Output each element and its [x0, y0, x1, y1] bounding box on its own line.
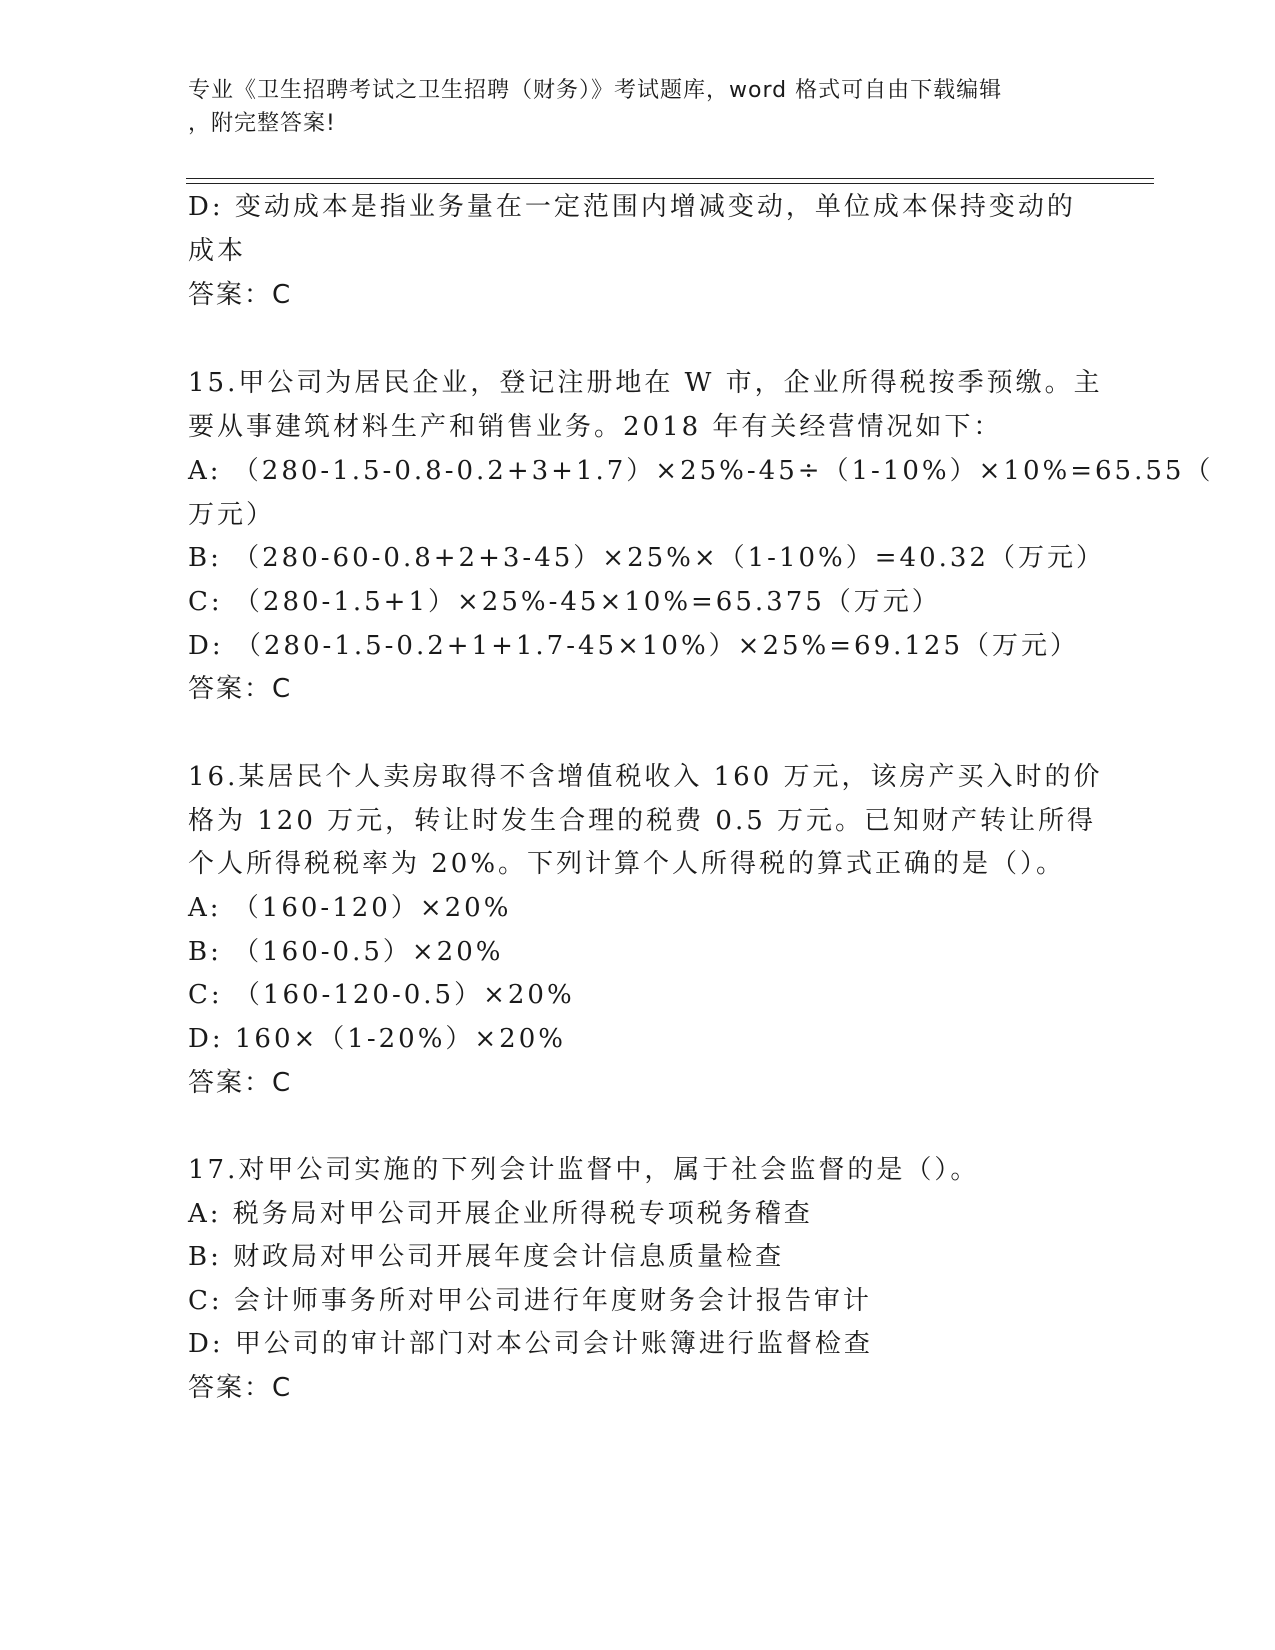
q17-answer: 答案：C: [188, 1373, 293, 1403]
q15-option-b: B: （280-60-0.8+2+3-45）×25%×（1-10%）=40.32（万元）: [188, 543, 1105, 573]
document-header: [188, 74, 1088, 140]
q15-option-d: D: （280-1.5-0.2+1+1.7-45×10%）×25%=69.125（万元）: [188, 631, 1080, 661]
q16-stem-line-1: 16.某居民个人卖房取得不含增值税收入 160 万元，该房产买入时的价: [188, 762, 1103, 792]
q17-option-a: A: 税务局对甲公司开展企业所得税专项税务稽查: [188, 1199, 813, 1229]
q15-answer: 答案：C: [188, 674, 293, 704]
q16-option-d: D: 160×（1-20%）×20%: [188, 1024, 566, 1054]
q17-stem-line-1: 17.对甲公司实施的下列会计监督中，属于社会监督的是（）。: [188, 1155, 980, 1185]
q16-stem-line-3: 个人所得税税率为 20%。下列计算个人所得税的算式正确的是（）。: [188, 849, 1066, 879]
q15-option-a-line-2: 万元）: [188, 500, 276, 530]
header-divider-top: [186, 178, 1154, 179]
q16-option-b: B: （160-0.5）×20%: [188, 937, 504, 967]
header-line-2: ，附完整答案!: [188, 111, 336, 136]
q16-stem-line-2: 格为 120 万元，转让时发生合理的税费 0.5 万元。已知财产转让所得: [188, 806, 1097, 836]
q15-option-a-line-1: A: （280-1.5-0.8-0.2+3+1.7）×25%-45÷（1-10%）×10%=65.55（: [188, 456, 1214, 486]
q17-option-c: C: 会计师事务所对甲公司进行年度财务会计报告审计: [188, 1286, 872, 1316]
q16-answer: 答案：C: [188, 1068, 293, 1098]
q15-stem-line-2: 要从事建筑材料生产和销售业务。2018 年有关经营情况如下：: [188, 412, 1003, 442]
q17-option-b: B: 财政局对甲公司开展年度会计信息质量检查: [188, 1242, 785, 1272]
q16-option-a: A: （160-120）×20%: [188, 893, 512, 923]
q14-answer: 答案：C: [188, 280, 293, 310]
header-line-1: 专业《卫生招聘考试之卫生招聘（财务）》考试题库，word 格式可自由下载编辑: [188, 78, 1003, 103]
q15-stem-line-1: 15.甲公司为居民企业，登记注册地在 W 市，企业所得税按季预缴。主: [188, 368, 1103, 398]
header-divider-bottom: [186, 183, 1154, 184]
q14-option-d-line-1: D: 变动成本是指业务量在一定范围内增减变动，单位成本保持变动的: [188, 192, 1076, 222]
q15-option-c: C: （280-1.5+1）×25%-45×10%=65.375（万元）: [188, 587, 941, 617]
q16-option-c: C: （160-120-0.5）×20%: [188, 980, 575, 1010]
q17-option-d: D: 甲公司的审计部门对本公司会计账簿进行监督检查: [188, 1329, 873, 1359]
q14-option-d-line-2: 成本: [188, 236, 247, 266]
